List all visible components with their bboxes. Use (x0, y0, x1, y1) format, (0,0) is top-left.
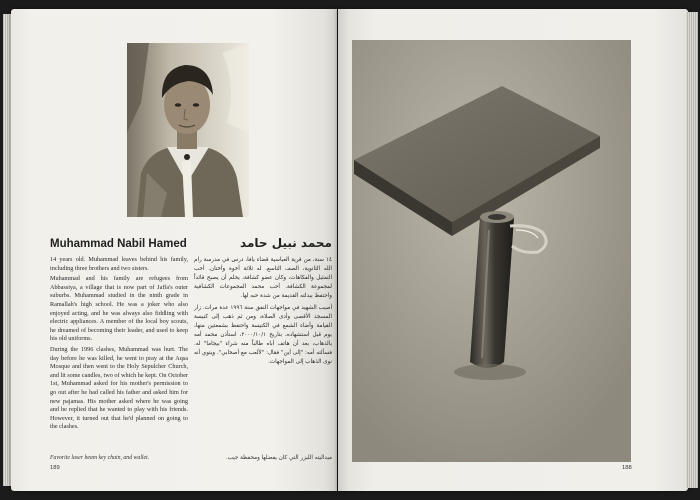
biography-arabic (194, 256, 332, 370)
photo-caption-arabic: ميداليته الليزر التي كان يفضلها ومحفظة جيب. (225, 455, 332, 461)
biography-paragraph: During the 1996 clashes, Muhammad was hurt. The day before he was killed, he went to pray at the Aqsa Mosque and then went to the Holy Sepulcher Church, and lit some candles, two of which he kept. On October 1st, Muhammad asked for his mother's permission to go out after he had called his father and asked him for new pajamas. His mother asked where he was going and he replied that he wanted to play with his friends. However, it turned out that he'd planned on going to the clashes. (50, 345, 188, 431)
portrait-photo (127, 43, 249, 217)
biography-english (50, 256, 188, 434)
page-edges-right (686, 12, 698, 488)
page-number-left: 189 (50, 465, 60, 471)
person-name-arabic: محمد نبيل حامد (240, 236, 332, 250)
keychain-photo (352, 40, 631, 462)
biography-paragraph: 14 years old. Muhammad leaves behind his family, including three brothers and two sisters. (50, 256, 188, 272)
biography-paragraph-arabic: ١٤ سنة، من قرية العباسية قضاء يافا، درس في مدرسة رام الله الثانوية، الصف التاسع. له ثلاثة أخوة وأختان. أحب التمثيل والفكاهات، وكان عضو كشافة، يحلم أن يصبح قائداً لمجموعة الكشافة. أحب محمد المجموعات الكشافية واحتفظ ببدلته القديمة من شدة حبه لها. (194, 257, 332, 299)
biography-paragraph: Muhammad and his family are refugees from Abbassiya, a village that is now part of Jaffa's outer suburbs. Muhammad studied in the ninth grade in Ramallah's high school. He was a joker who also enjoyed acting, and he was always also fiddling with electric appliances. A member of the local boy scouts, he dreamed of becoming their leader, and used to keep his old uniforms. (50, 275, 188, 343)
biography-paragraph-arabic: أصيب الشهيد في مواجهات النفق سنة ١٩٩٦ عدة مرات. زار المسجد الأقصى وأدى الصلاة، ومن ثم ذهب إلى كنيسة القيامة وأضاء الشمع في الكنيسة واحتفظ بشمعتين منها، يوم قبل استشهاده، بتاريخ ٢٠٠٠/١٠/١، استأذن محمد أمه بالذهاب، بعد أن هاتف أباه طالباً منه شراء "بيجاما" له. فسألته أمه: "إلى أين" فقال: "لألعب مع أصحابي". وينوي أنه نوى الذهاب إلى المواجهات. (194, 305, 332, 365)
photo-caption-english: Favorite laser beam key chain, and wallet. (50, 455, 150, 461)
page-number-right: 188 (622, 465, 632, 471)
person-name-english: Muhammad Nabil Hamed (50, 238, 187, 250)
